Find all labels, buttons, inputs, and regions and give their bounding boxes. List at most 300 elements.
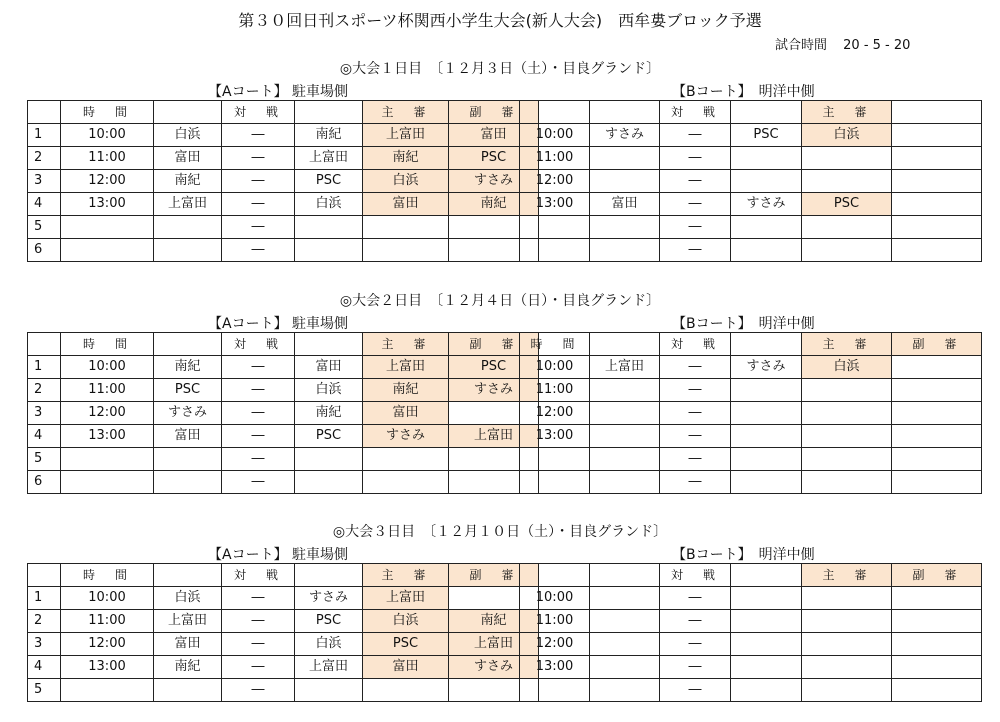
table-cell: 12:00 xyxy=(61,402,154,425)
header-cell xyxy=(520,564,590,587)
table-row xyxy=(520,124,982,147)
table-cell xyxy=(892,147,982,170)
table-cell xyxy=(802,633,892,656)
table-cell: 3 xyxy=(28,402,61,425)
table-cell xyxy=(731,610,802,633)
table-cell xyxy=(520,239,590,262)
table-cell xyxy=(802,471,892,494)
table-cell xyxy=(590,170,660,193)
table-row xyxy=(520,356,982,379)
table-cell xyxy=(802,216,892,239)
table-cell xyxy=(590,147,660,170)
table-cell: ― xyxy=(660,656,731,679)
table-cell: PSC xyxy=(802,193,892,216)
table-cell xyxy=(363,239,449,262)
table-row xyxy=(28,656,539,679)
day-title: ◎大会１日目 〔１２月３日（土）・目良グランド〕 xyxy=(339,61,661,77)
table-cell: 6 xyxy=(28,471,61,494)
table-cell: ― xyxy=(222,356,295,379)
table-row xyxy=(28,147,539,170)
table-cell xyxy=(154,239,222,262)
table-row xyxy=(28,471,539,494)
table-cell: 10:00 xyxy=(520,356,590,379)
table-cell: ― xyxy=(222,170,295,193)
header-cell xyxy=(28,101,61,124)
table-header-row xyxy=(520,333,982,356)
court-a-table xyxy=(27,563,539,702)
table-row xyxy=(28,170,539,193)
table-row xyxy=(520,216,982,239)
table-row xyxy=(520,679,982,702)
header-cell xyxy=(154,564,222,587)
court-b-table xyxy=(519,332,982,494)
table-cell xyxy=(61,239,154,262)
header-cell xyxy=(295,101,363,124)
table-cell: ― xyxy=(660,448,731,471)
court-b-table xyxy=(519,100,982,262)
table-cell: すさみ xyxy=(449,656,539,679)
table-cell: 12:00 xyxy=(520,633,590,656)
table-cell xyxy=(590,402,660,425)
table-cell xyxy=(590,239,660,262)
header-cell: 副 審 xyxy=(449,101,539,124)
court-a-label: 【Aコート】 駐車場側 xyxy=(208,547,349,563)
table-cell xyxy=(590,448,660,471)
table-row xyxy=(520,379,982,402)
table-cell: 12:00 xyxy=(61,170,154,193)
table-cell: 南紀 xyxy=(154,356,222,379)
table-cell xyxy=(802,379,892,402)
table-cell xyxy=(295,239,363,262)
table-cell xyxy=(590,633,660,656)
table-cell xyxy=(731,425,802,448)
table-cell: 白浜 xyxy=(295,193,363,216)
header-cell: 主 審 xyxy=(363,564,449,587)
table-cell: ― xyxy=(222,216,295,239)
header-cell: 副 審 xyxy=(449,333,539,356)
table-cell: 12:00 xyxy=(61,633,154,656)
table-cell: 南紀 xyxy=(154,656,222,679)
table-row xyxy=(520,587,982,610)
header-cell: 主 審 xyxy=(363,333,449,356)
table-cell xyxy=(892,633,982,656)
table-cell: 白浜 xyxy=(154,124,222,147)
table-cell: 富田 xyxy=(295,356,363,379)
court-b-label: 【Bコート】 明洋中側 xyxy=(672,547,815,563)
table-cell: 2 xyxy=(28,379,61,402)
table-cell xyxy=(802,587,892,610)
table-cell: PSC xyxy=(154,379,222,402)
table-cell xyxy=(892,356,982,379)
header-cell: 主 審 xyxy=(802,564,892,587)
table-cell: 5 xyxy=(28,679,61,702)
match-time-info xyxy=(775,34,922,53)
table-cell: 10:00 xyxy=(520,587,590,610)
table-cell: 上富田 xyxy=(295,147,363,170)
table-cell: ― xyxy=(222,425,295,448)
table-row xyxy=(28,425,539,448)
header-cell xyxy=(295,564,363,587)
day-title: ◎大会２日目 〔１２月４日（日）・目良グランド〕 xyxy=(339,293,661,309)
table-cell: ― xyxy=(222,379,295,402)
header-cell: 副 審 xyxy=(892,333,982,356)
header-cell xyxy=(892,101,982,124)
table-row xyxy=(28,239,539,262)
header-cell: 時 間 xyxy=(61,333,154,356)
table-cell xyxy=(802,425,892,448)
table-cell: すさみ xyxy=(449,170,539,193)
table-cell: ― xyxy=(660,471,731,494)
table-cell xyxy=(590,679,660,702)
table-cell: ― xyxy=(222,587,295,610)
table-cell xyxy=(731,147,802,170)
header-cell: 対 戦 xyxy=(660,564,731,587)
table-cell xyxy=(154,216,222,239)
table-cell: 11:00 xyxy=(61,610,154,633)
table-cell xyxy=(154,679,222,702)
table-row xyxy=(520,633,982,656)
table-cell xyxy=(590,425,660,448)
table-cell xyxy=(731,587,802,610)
table-cell: 富田 xyxy=(590,193,660,216)
table-cell: 13:00 xyxy=(61,656,154,679)
table-cell: 上富田 xyxy=(449,425,539,448)
table-cell: 富田 xyxy=(363,402,449,425)
table-cell: 上富田 xyxy=(154,610,222,633)
header-cell: 時 間 xyxy=(61,101,154,124)
table-cell: すさみ xyxy=(295,587,363,610)
table-cell xyxy=(363,679,449,702)
table-cell: 南紀 xyxy=(295,402,363,425)
table-cell xyxy=(61,679,154,702)
match-time-label: 試合時間 xyxy=(775,38,828,53)
table-cell xyxy=(731,216,802,239)
table-cell: PSC xyxy=(295,425,363,448)
header-cell: 主 審 xyxy=(363,101,449,124)
table-cell xyxy=(590,610,660,633)
table-cell xyxy=(892,216,982,239)
table-cell: 13:00 xyxy=(520,425,590,448)
match-time-value: 20 - 5 - 20 xyxy=(843,38,911,53)
table-cell xyxy=(590,587,660,610)
table-cell: 上富田 xyxy=(590,356,660,379)
table-header-row xyxy=(28,333,539,356)
table-cell xyxy=(892,193,982,216)
table-cell: 南紀 xyxy=(449,610,539,633)
header-cell: 副 審 xyxy=(449,564,539,587)
table-cell xyxy=(363,448,449,471)
table-cell: 南紀 xyxy=(154,170,222,193)
table-cell: すさみ xyxy=(154,402,222,425)
table-cell: ― xyxy=(660,402,731,425)
table-cell: 上富田 xyxy=(363,587,449,610)
table-cell: 11:00 xyxy=(61,379,154,402)
table-cell xyxy=(802,170,892,193)
table-cell xyxy=(802,679,892,702)
table-cell: 4 xyxy=(28,193,61,216)
table-cell: 白浜 xyxy=(363,610,449,633)
table-cell: 10:00 xyxy=(61,124,154,147)
table-cell xyxy=(731,379,802,402)
table-cell xyxy=(731,679,802,702)
table-cell xyxy=(892,587,982,610)
table-row xyxy=(28,379,539,402)
table-cell: ― xyxy=(222,193,295,216)
table-cell: 2 xyxy=(28,147,61,170)
table-cell xyxy=(892,679,982,702)
table-row xyxy=(520,170,982,193)
table-cell: 富田 xyxy=(363,193,449,216)
court-a-label: 【Aコート】 駐車場側 xyxy=(208,84,349,100)
table-cell: 白浜 xyxy=(802,356,892,379)
table-cell: 13:00 xyxy=(61,193,154,216)
table-cell: ― xyxy=(222,239,295,262)
court-b-table xyxy=(519,563,982,702)
table-cell: PSC xyxy=(295,610,363,633)
table-cell: 富田 xyxy=(154,425,222,448)
table-cell xyxy=(892,471,982,494)
table-cell xyxy=(295,471,363,494)
table-row xyxy=(520,610,982,633)
court-b-label: 【Bコート】 明洋中側 xyxy=(672,84,815,100)
table-cell xyxy=(520,216,590,239)
table-cell xyxy=(731,656,802,679)
court-b-label: 【Bコート】 明洋中側 xyxy=(672,316,815,332)
header-cell xyxy=(28,333,61,356)
table-cell: 13:00 xyxy=(61,425,154,448)
table-cell: 3 xyxy=(28,633,61,656)
header-cell: 対 戦 xyxy=(222,101,295,124)
table-row xyxy=(28,124,539,147)
table-cell xyxy=(61,471,154,494)
table-cell: 10:00 xyxy=(61,587,154,610)
table-cell: 11:00 xyxy=(520,379,590,402)
court-a-table xyxy=(27,332,539,494)
table-cell xyxy=(802,610,892,633)
court-a-table xyxy=(27,100,539,262)
table-cell: 南紀 xyxy=(295,124,363,147)
day-title: ◎大会３日目 〔１２月１０日（土）・目良グランド〕 xyxy=(332,524,668,540)
table-row xyxy=(28,402,539,425)
table-cell: ― xyxy=(660,124,731,147)
table-row xyxy=(520,656,982,679)
table-cell: 5 xyxy=(28,216,61,239)
table-cell: すさみ xyxy=(590,124,660,147)
table-cell xyxy=(731,471,802,494)
table-row xyxy=(520,448,982,471)
table-cell xyxy=(802,239,892,262)
table-row xyxy=(28,193,539,216)
table-cell xyxy=(520,471,590,494)
table-cell: 富田 xyxy=(449,124,539,147)
header-cell: 時 間 xyxy=(61,564,154,587)
table-header-row xyxy=(520,101,982,124)
table-cell: ― xyxy=(222,656,295,679)
table-cell: ― xyxy=(222,124,295,147)
table-cell: 1 xyxy=(28,356,61,379)
table-row xyxy=(28,216,539,239)
table-row xyxy=(28,587,539,610)
table-cell xyxy=(520,679,590,702)
header-cell: 対 戦 xyxy=(222,564,295,587)
table-cell: ― xyxy=(660,425,731,448)
table-cell: 白浜 xyxy=(154,587,222,610)
table-cell: 12:00 xyxy=(520,402,590,425)
table-cell xyxy=(590,216,660,239)
table-cell: ― xyxy=(660,193,731,216)
table-cell xyxy=(892,656,982,679)
table-cell: PSC xyxy=(295,170,363,193)
table-cell xyxy=(590,656,660,679)
table-cell xyxy=(731,448,802,471)
table-cell: ― xyxy=(660,633,731,656)
header-cell xyxy=(154,101,222,124)
table-cell: 13:00 xyxy=(520,656,590,679)
table-cell xyxy=(295,679,363,702)
header-cell xyxy=(590,333,660,356)
table-cell xyxy=(731,170,802,193)
header-cell xyxy=(295,333,363,356)
table-cell: 11:00 xyxy=(520,147,590,170)
table-cell: ― xyxy=(222,633,295,656)
table-cell xyxy=(731,239,802,262)
table-cell: ― xyxy=(222,679,295,702)
table-cell: 4 xyxy=(28,656,61,679)
table-row xyxy=(520,147,982,170)
table-header-row xyxy=(520,564,982,587)
table-cell xyxy=(802,656,892,679)
table-cell xyxy=(590,471,660,494)
table-cell xyxy=(802,402,892,425)
table-cell: ― xyxy=(222,402,295,425)
table-cell: 4 xyxy=(28,425,61,448)
table-cell xyxy=(520,448,590,471)
table-cell xyxy=(731,402,802,425)
header-cell: 主 審 xyxy=(802,333,892,356)
table-cell xyxy=(154,471,222,494)
table-cell: 2 xyxy=(28,610,61,633)
table-header-row xyxy=(28,564,539,587)
table-header-row xyxy=(28,101,539,124)
table-row xyxy=(28,679,539,702)
table-row xyxy=(520,402,982,425)
table-cell xyxy=(892,124,982,147)
table-cell: 13:00 xyxy=(520,193,590,216)
header-cell xyxy=(731,333,802,356)
table-cell: PSC xyxy=(731,124,802,147)
header-cell xyxy=(590,564,660,587)
table-cell: 富田 xyxy=(154,633,222,656)
table-cell: PSC xyxy=(449,147,539,170)
table-cell: 南紀 xyxy=(363,147,449,170)
table-cell xyxy=(363,471,449,494)
table-cell xyxy=(892,610,982,633)
table-cell: 上富田 xyxy=(363,356,449,379)
table-cell: 上富田 xyxy=(363,124,449,147)
header-cell: 時 間 xyxy=(520,333,590,356)
table-cell: 富田 xyxy=(363,656,449,679)
table-cell: 上富田 xyxy=(449,633,539,656)
table-cell: 10:00 xyxy=(520,124,590,147)
table-cell: 1 xyxy=(28,587,61,610)
table-cell: 上富田 xyxy=(154,193,222,216)
table-cell: ― xyxy=(222,610,295,633)
table-cell: 白浜 xyxy=(295,379,363,402)
table-cell xyxy=(892,448,982,471)
table-cell: ― xyxy=(660,379,731,402)
table-cell: 10:00 xyxy=(61,356,154,379)
table-cell: ― xyxy=(660,216,731,239)
table-cell: 5 xyxy=(28,448,61,471)
table-cell xyxy=(892,170,982,193)
header-cell xyxy=(154,333,222,356)
table-cell: すさみ xyxy=(731,356,802,379)
header-cell: 対 戦 xyxy=(222,333,295,356)
table-cell: ― xyxy=(660,239,731,262)
table-cell xyxy=(892,239,982,262)
header-cell xyxy=(731,564,802,587)
table-cell xyxy=(892,425,982,448)
document-title: 第３０回日刊スポーツ杯関西小学生大会(新人大会) 西牟婁ブロック予選 xyxy=(238,11,762,30)
table-cell xyxy=(590,379,660,402)
table-cell: 3 xyxy=(28,170,61,193)
table-cell: 白浜 xyxy=(363,170,449,193)
table-row xyxy=(28,356,539,379)
header-cell: 対 戦 xyxy=(660,101,731,124)
table-row xyxy=(28,610,539,633)
table-row xyxy=(28,633,539,656)
table-cell: ― xyxy=(660,170,731,193)
table-cell: ― xyxy=(660,356,731,379)
table-cell xyxy=(61,216,154,239)
table-cell: 1 xyxy=(28,124,61,147)
header-cell xyxy=(520,101,590,124)
table-cell: すさみ xyxy=(449,379,539,402)
table-cell: 富田 xyxy=(154,147,222,170)
table-cell: PSC xyxy=(363,633,449,656)
table-cell xyxy=(731,633,802,656)
table-cell xyxy=(363,216,449,239)
table-cell xyxy=(295,216,363,239)
table-cell: すさみ xyxy=(363,425,449,448)
header-cell xyxy=(28,564,61,587)
header-cell: 主 審 xyxy=(802,101,892,124)
table-cell xyxy=(802,147,892,170)
header-cell xyxy=(590,101,660,124)
header-cell: 副 審 xyxy=(892,564,982,587)
table-cell xyxy=(892,402,982,425)
court-a-label: 【Aコート】 駐車場側 xyxy=(208,316,349,332)
table-row xyxy=(28,448,539,471)
table-cell: 白浜 xyxy=(802,124,892,147)
table-cell: 11:00 xyxy=(520,610,590,633)
table-cell: 12:00 xyxy=(520,170,590,193)
table-cell xyxy=(295,448,363,471)
header-cell: 対 戦 xyxy=(660,333,731,356)
table-cell: ― xyxy=(222,147,295,170)
table-cell: 南紀 xyxy=(449,193,539,216)
table-cell: PSC xyxy=(449,356,539,379)
table-cell: ― xyxy=(660,679,731,702)
table-row xyxy=(520,471,982,494)
table-cell xyxy=(61,448,154,471)
table-cell xyxy=(802,448,892,471)
table-cell: ― xyxy=(660,587,731,610)
table-row xyxy=(520,193,982,216)
table-cell: 11:00 xyxy=(61,147,154,170)
table-cell: 6 xyxy=(28,239,61,262)
table-cell: 上富田 xyxy=(295,656,363,679)
